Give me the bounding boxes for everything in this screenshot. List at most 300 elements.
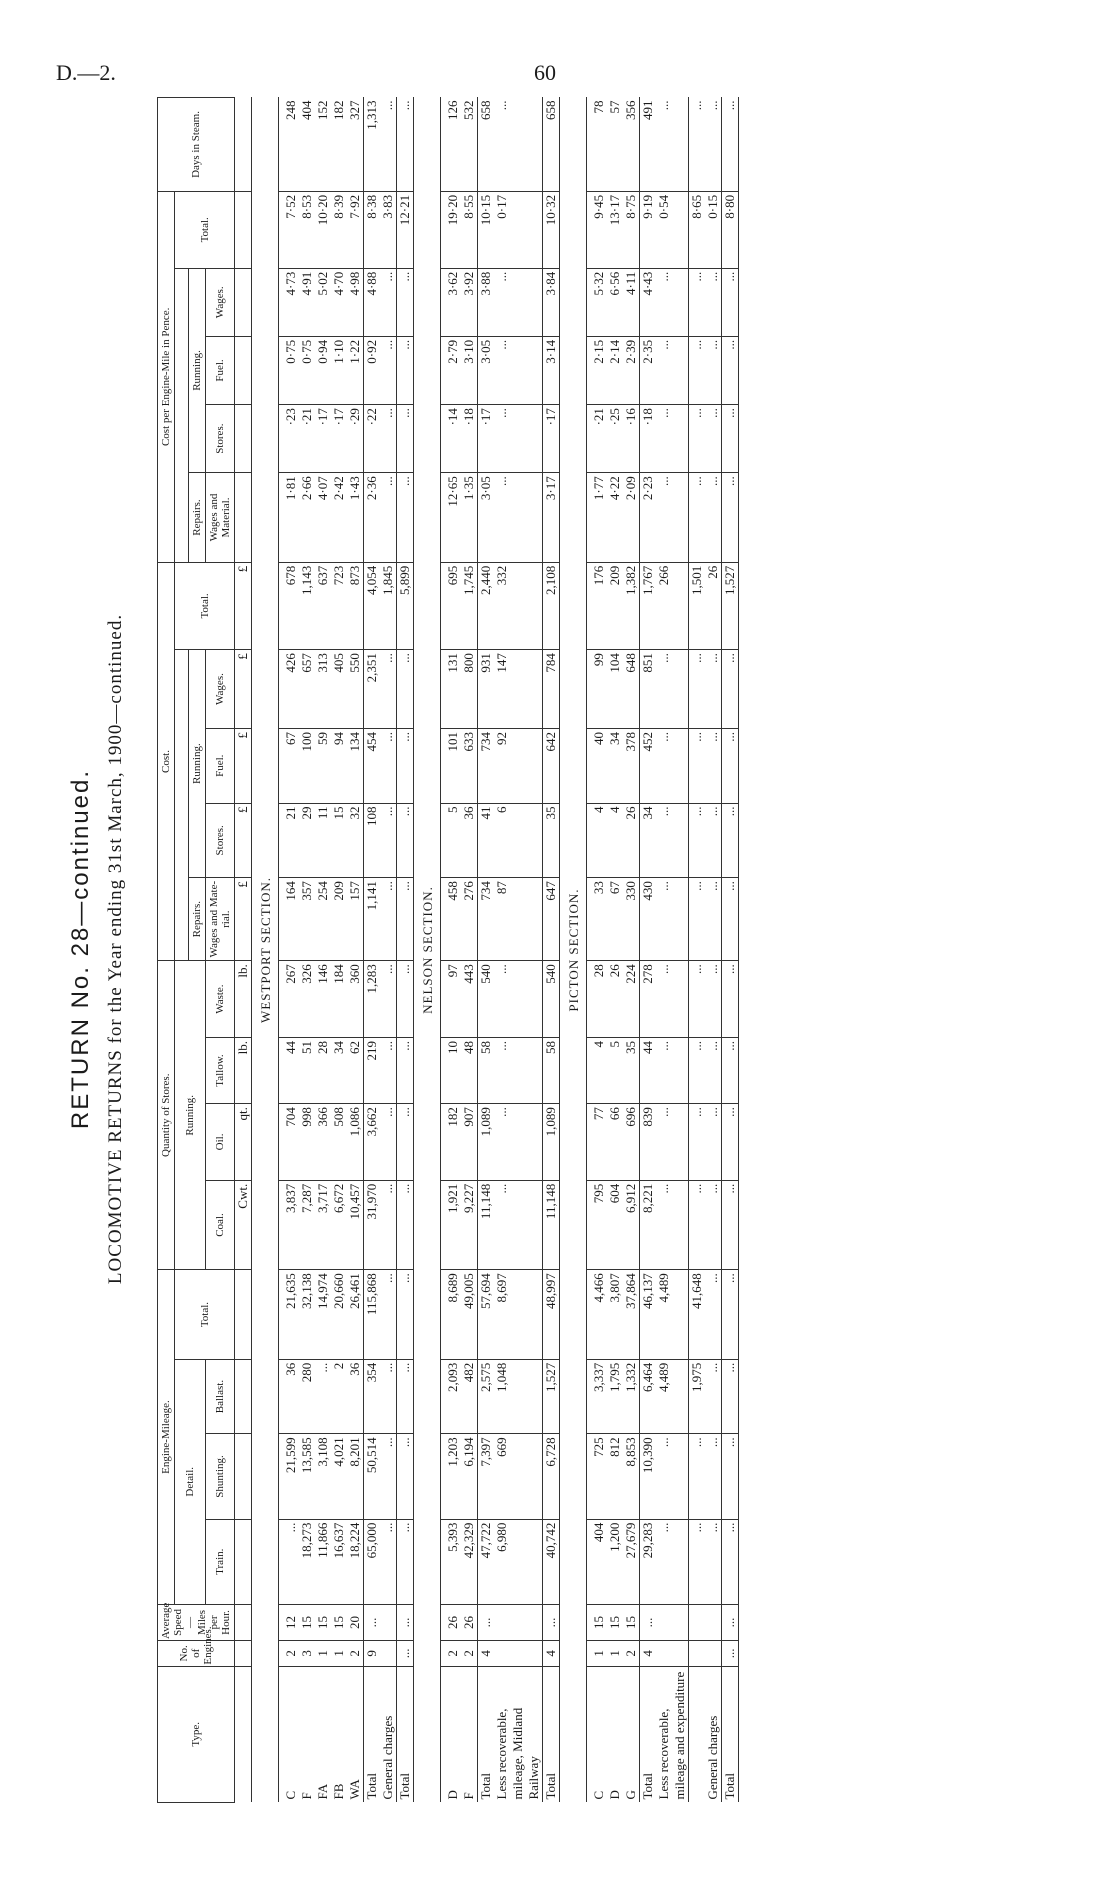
table-cell: ·22 [364,405,381,473]
table-row [705,98,722,1803]
table-cell: 354 [364,1359,381,1434]
table-cell: ... [689,878,706,961]
unit-cell: £ [235,728,252,803]
table-cell: 452 [640,728,657,803]
col-cost-fuel: Fuel. [206,728,235,803]
table-cell: ... [705,650,722,729]
table-cell: 3·83 [380,191,397,268]
table-cell: 4 4 26 [587,803,640,878]
table-cell: 77 66 696 [587,1104,640,1181]
table-cell: ... [689,1519,706,1604]
table-cell: ... [397,1104,414,1181]
table-cell: 2 3 1 1 2 [279,1641,364,1667]
table-cell: 31,970 [364,1180,381,1270]
table-cell: 6,728 [543,1434,560,1519]
table-cell: 164 357 254 209 157 [279,878,364,961]
table-cell: ... [380,268,397,336]
table-cell: ... [397,728,414,803]
table-cell: ... [397,98,414,192]
row-label: Total [397,1666,414,1802]
table-cell: 12·21 [397,191,414,268]
table-cell: 147 [494,650,543,729]
table-cell: 1,203 6,194 [441,1434,478,1519]
table-cell: 12·65 1·35 [441,473,478,563]
table-cell: 2,351 [364,650,381,729]
table-cell: 29,283 [640,1519,657,1604]
table-cell: ... [656,878,689,961]
table-cell: ... [397,405,414,473]
table-cell: ... [380,1038,397,1104]
table-cell: 642 [543,728,560,803]
col-type: Type. [158,1666,235,1802]
table-cell: 669 [494,1434,543,1519]
table-cell: 1,767 [640,562,657,649]
table-cell: 2 2 [441,1641,478,1667]
table-cell: 4,054 [364,562,381,649]
section-nelson [414,98,560,1803]
col-pence-stores: Stores. [206,405,235,473]
table-cell: 41 [478,803,495,878]
table-cell: ... [705,1104,722,1181]
table-cell: ... [705,1180,722,1270]
table-header [158,98,235,1803]
table-cell: ... [494,405,543,473]
table-cell: ... [705,1359,722,1434]
table-cell: 248 404 152 182 327 [279,98,364,192]
table-cell: ... [380,803,397,878]
table-cell: 678 1,143 637 723 873 [279,562,364,649]
table-cell: ... [689,650,706,729]
table-cell: 404 1,200 27,679 [587,1519,640,1604]
col-days-steam: Days in Steam. [158,98,235,192]
table-cell: 0·15 [705,191,722,268]
table-cell: 26 26 [441,1604,478,1640]
table-cell: 4·43 [640,268,657,336]
table-cell: ... [397,1180,414,1270]
table-cell: 278 [640,961,657,1038]
table-cell: ... [722,1270,739,1360]
table-cell: 3·05 [478,336,495,404]
table-cell: 8,689 49,005 [441,1270,478,1360]
row-label: Total [364,1666,381,1802]
table-cell: ... [380,961,397,1038]
table-cell: ... [397,1519,414,1604]
table-cell: 6 [494,803,543,878]
table-cell [380,1604,397,1640]
table-cell: 4 [478,1641,495,1667]
table-cell: ... [656,728,689,803]
table-cell: 1,089 [543,1104,560,1181]
table-cell: 266 [656,562,689,649]
table-cell: ... [722,878,739,961]
table-cell: 40,742 [543,1519,560,1604]
table-cell: 4,466 3,807 37,864 [587,1270,640,1360]
table-cell: 3,662 [364,1104,381,1181]
table-cell: ... [656,1104,689,1181]
table-cell: ·17 [543,405,560,473]
table-cell: 540 [543,961,560,1038]
table-cell: ... [656,473,689,563]
table-cell: ... [494,473,543,563]
unit-cell [235,1434,252,1519]
table-cell: ... [656,1180,689,1270]
table-cell: 1,975 [689,1359,706,1434]
table-cell: ·14 ·18 [441,405,478,473]
table-cell: 1,283 [364,961,381,1038]
table-cell: ... [722,1038,739,1104]
col-cost: Cost. [158,562,175,960]
section-title: PICTON SECTION. [566,888,581,1012]
page-number: 60 [534,60,556,85]
units-row-group [235,98,252,1803]
table-cell: 2,108 [543,562,560,649]
unit-cell: qt. [235,1104,252,1181]
table-cell: ... [397,336,414,404]
table-cell: 40 34 378 [587,728,640,803]
table-cell: ... [689,728,706,803]
table-cell: 2·35 [640,336,657,404]
table-cell: ·17 [478,405,495,473]
unit-cell [235,1641,252,1667]
table-cell: ... [722,1104,739,1181]
table-cell: 92 [494,728,543,803]
table-row [364,98,381,1803]
col-tallow: Tallow. [206,1038,235,1104]
col-pence-running: Running. [189,268,206,473]
table-cell: 725 812 8,853 [587,1434,640,1519]
table-cell: ... [494,1038,543,1104]
col-pence-wages: Wages. [206,268,235,336]
table-cell: ... [722,98,739,192]
table-cell: 3·17 [543,473,560,563]
table-cell: 41,648 [689,1270,706,1360]
return-subtitle: LOCOMOTIVE RETURNS for the Year ending 31st March, 1900—continued. [105,613,126,1285]
table-cell: 115,868 [364,1270,381,1360]
table-cell: 21,635 32,138 14,974 20,660 26,461 [279,1270,364,1360]
table-cell: 5,393 42,329 [441,1519,478,1604]
table-cell: 10,390 [640,1434,657,1519]
table-cell: ... [397,803,414,878]
table-cell: ... [722,1180,739,1270]
table-row [656,98,689,1803]
table-cell: ... [705,268,722,336]
table-cell: ... [705,1519,722,1604]
table-cell: ... [397,268,414,336]
row-label: General charges [705,1715,720,1800]
table-cell: ... [722,336,739,404]
row-label: Total [640,1666,657,1802]
table-cell: ... [705,473,722,563]
table-cell [494,1641,543,1667]
table-row [494,98,543,1803]
table-cell: ... [689,1104,706,1181]
table-cell: 108 [364,803,381,878]
table-cell [689,1641,706,1667]
table-cell: ... [705,728,722,803]
table-cell: ... [656,336,689,404]
table-row [689,98,706,1803]
table-cell [656,1641,689,1667]
table-cell: 540 [478,961,495,1038]
table-cell [705,1641,722,1667]
table-cell: ... [640,1604,657,1640]
table-cell: 8·65 [689,191,706,268]
col-cost-wages-material: Wages and Mate-rial. [206,878,235,961]
table-cell: ... 18,273 11,866 16,637 18,224 [279,1519,364,1604]
table-cell: ... [656,650,689,729]
table-cell: ... [689,1434,706,1519]
col-pence-total: Total. [175,191,235,268]
table-cell [380,1641,397,1667]
table-cell: 267 326 146 184 360 [279,961,364,1038]
col-shunting: Shunting. [206,1434,235,1519]
table-cell: ... [397,1270,414,1360]
table-cell: 35 [543,803,560,878]
table-cell: ... [380,473,397,563]
col-engine-mileage: Engine-Mileage. [158,1270,175,1605]
table-cell: 734 [478,878,495,961]
table-cell: 795 604 6,912 [587,1180,640,1270]
table-cell: ... [380,1180,397,1270]
table-cell: 784 [543,650,560,729]
table-cell: 2,093 482 [441,1359,478,1434]
table-cell: 332 [494,562,543,649]
table-cell: ... [380,98,397,192]
row-label: Total [543,1666,560,1802]
row-label: C F FA FB WA [279,1666,364,1802]
table-cell: ... [397,878,414,961]
table-cell: ... [543,1604,560,1640]
table-cell: 1,527 [722,562,739,649]
table-cell: ... [380,728,397,803]
table-row [640,98,657,1803]
table-cell: ... [380,650,397,729]
table-cell: 10·15 [478,191,495,268]
table-cell: ... [656,405,689,473]
table-cell: 8·80 [722,191,739,268]
table-cell: 3·14 [543,336,560,404]
table-row [380,98,397,1803]
table-cell: ... [705,1434,722,1519]
table-row [397,98,414,1803]
table-cell: ... [494,1180,543,1270]
table-cell: 9 [364,1641,381,1667]
table-cell: ... [494,336,543,404]
col-stores-running: Running. [175,961,206,1270]
table-cell: ... [722,961,739,1038]
table-cell: 3·05 [478,473,495,563]
table-row [279,98,364,1803]
table-cell: ... [722,1359,739,1434]
col-cost-repairs: Repairs. [189,878,206,961]
table-cell: ... [689,268,706,336]
table-cell: 4,489 [656,1359,689,1434]
table-cell: ... [380,878,397,961]
unit-cell [235,1270,252,1360]
table-cell: 2·23 [640,473,657,563]
table-cell: ... [705,1270,722,1360]
col-avg-speed: Average Speed—Miles per Hour. [158,1604,235,1640]
document-code: D.—2. [56,60,116,85]
col-pence-blank [175,268,189,562]
table-cell: ... [364,1604,381,1640]
table-cell: ... [689,1180,706,1270]
unit-cell [235,98,252,192]
table-cell: 695 1,745 [441,562,478,649]
table-row [478,98,495,1803]
col-no-engines: No. of Engines. [158,1641,235,1667]
table-cell: 78 57 356 [587,98,640,192]
table-cell: 1,141 [364,878,381,961]
table-cell: 1,313 [364,98,381,192]
unit-cell [235,1666,252,1802]
unit-cell: £ [235,562,252,649]
unit-cell [235,473,252,563]
table-cell: 2,440 [478,562,495,649]
table-cell: 57,694 [478,1270,495,1360]
table-cell: 1·77 4·22 2·09 [587,473,640,563]
table-cell: 67 100 59 94 134 [279,728,364,803]
table-cell: 5 36 [441,803,478,878]
table-cell: 4 5 35 [587,1038,640,1104]
unit-cell: £ [235,650,252,729]
row-label: Total [722,1666,739,1802]
table-cell: ... [494,1104,543,1181]
table-cell: ... [494,98,543,192]
table-cell: ... [380,1270,397,1360]
table-cell: ... [380,1104,397,1181]
table-cell: 0·92 [364,336,381,404]
table-cell: ·21 ·25 ·16 [587,405,640,473]
table-cell: ... [689,961,706,1038]
table-cell: 48,997 [543,1270,560,1360]
table-cell: ... [397,1434,414,1519]
col-cost-blank [175,650,189,961]
table-cell: 47,722 [478,1519,495,1604]
table-cell: 15 15 15 [587,1604,640,1640]
table-cell: ... [380,1519,397,1604]
table-cell: 647 [543,878,560,961]
table-cell: 3,837 7,287 3,717 6,672 10,457 [279,1180,364,1270]
table-cell: 131 800 [441,650,478,729]
row-label [689,1666,706,1802]
table-cell: ... [689,1038,706,1104]
row-label: General charges [380,1715,395,1800]
table-cell: 7·52 8·53 10·20 8·39 7·92 [279,191,364,268]
table-cell [705,1604,722,1640]
row-label: Total [478,1666,495,1802]
table-cell: 101 633 [441,728,478,803]
table-cell: 4·73 4·91 5·02 4·70 4·98 [279,268,364,336]
table-cell: 97 443 [441,961,478,1038]
section-title: NELSON SECTION. [420,886,435,1014]
table-cell: ... [380,1359,397,1434]
table-cell: ... [705,803,722,878]
table-cell: ... [722,473,739,563]
col-pence-wages-material: Wages and Material. [206,473,235,563]
table-cell: 4 [640,1641,657,1667]
table-cell: 1 1 2 [587,1641,640,1667]
section-picton [560,98,739,1803]
table-row [587,98,640,1803]
table-cell: ... [722,405,739,473]
table-cell: ... [705,336,722,404]
table-cell: 2,575 [478,1359,495,1434]
table-cell: 176 209 1,382 [587,562,640,649]
row-label: Less recoverable, mileage, Midland Railway [494,1707,541,1800]
col-pence-fuel: Fuel. [206,336,235,404]
table-cell: ... [689,473,706,563]
table-cell: 11,148 [543,1180,560,1270]
table-cell: ... [397,1641,414,1667]
table-cell: 454 [364,728,381,803]
table-cell: ... [722,650,739,729]
table-cell: ... [656,1519,689,1604]
col-ballast: Ballast. [206,1359,235,1434]
table-cell: 8,697 [494,1270,543,1360]
unit-cell [235,336,252,404]
col-mileage-total: Total. [175,1270,235,1360]
table-cell: 182 907 [441,1104,478,1181]
table-cell: 219 [364,1038,381,1104]
unit-cell [235,268,252,336]
col-cost-wages: Wages. [206,650,235,729]
table-cell: ... [397,961,414,1038]
table-cell: 426 657 313 405 550 [279,650,364,729]
table-cell: 458 276 [441,878,478,961]
unit-cell: lb. [235,1038,252,1104]
table-cell: ... [494,961,543,1038]
table-cell: ... [656,961,689,1038]
table-cell: 4,489 [656,1270,689,1360]
table-cell: ... [689,803,706,878]
table-cell: 5·32 6·56 4·11 [587,268,640,336]
table-cell: 99 104 648 [587,650,640,729]
table-cell: ... [722,1604,739,1640]
table-cell: 21 29 11 15 32 [279,803,364,878]
col-waste: Waste. [206,961,235,1038]
col-cost-per-mile: Cost per Engine-Mile in Pence. [158,191,175,562]
table-cell: 8,221 [640,1180,657,1270]
table-cell: 44 [640,1038,657,1104]
table-cell: 2·36 [364,473,381,563]
table-cell: ... [722,728,739,803]
row-label: D F [441,1666,478,1802]
table-cell: ·18 [640,405,657,473]
table-cell: ... [705,878,722,961]
table-cell: 1,845 [380,562,397,649]
table-cell: 10 48 [441,1038,478,1104]
row-label: Less recoverable, mileage and expenditure [656,1671,687,1800]
unit-cell [235,405,252,473]
table-cell: ... [656,98,689,192]
unit-cell [235,1604,252,1640]
table-cell: ... [656,1038,689,1104]
table-cell: 12 15 15 15 20 [279,1604,364,1640]
table-cell: ... [397,473,414,563]
col-pence-repairs: Repairs. [189,473,206,563]
table-cell: ... [380,1434,397,1519]
table-cell: 3·88 [478,268,495,336]
table-cell: 21,599 13,585 3,108 4,021 8,201 [279,1434,364,1519]
table-cell: ... [689,98,706,192]
table-cell: ... [397,1359,414,1434]
table-cell: ... [380,336,397,404]
table-cell: 851 [640,650,657,729]
table-cell: 33 67 330 [587,878,640,961]
table-cell: 1,501 [689,562,706,649]
table-cell: ... [397,1604,414,1640]
